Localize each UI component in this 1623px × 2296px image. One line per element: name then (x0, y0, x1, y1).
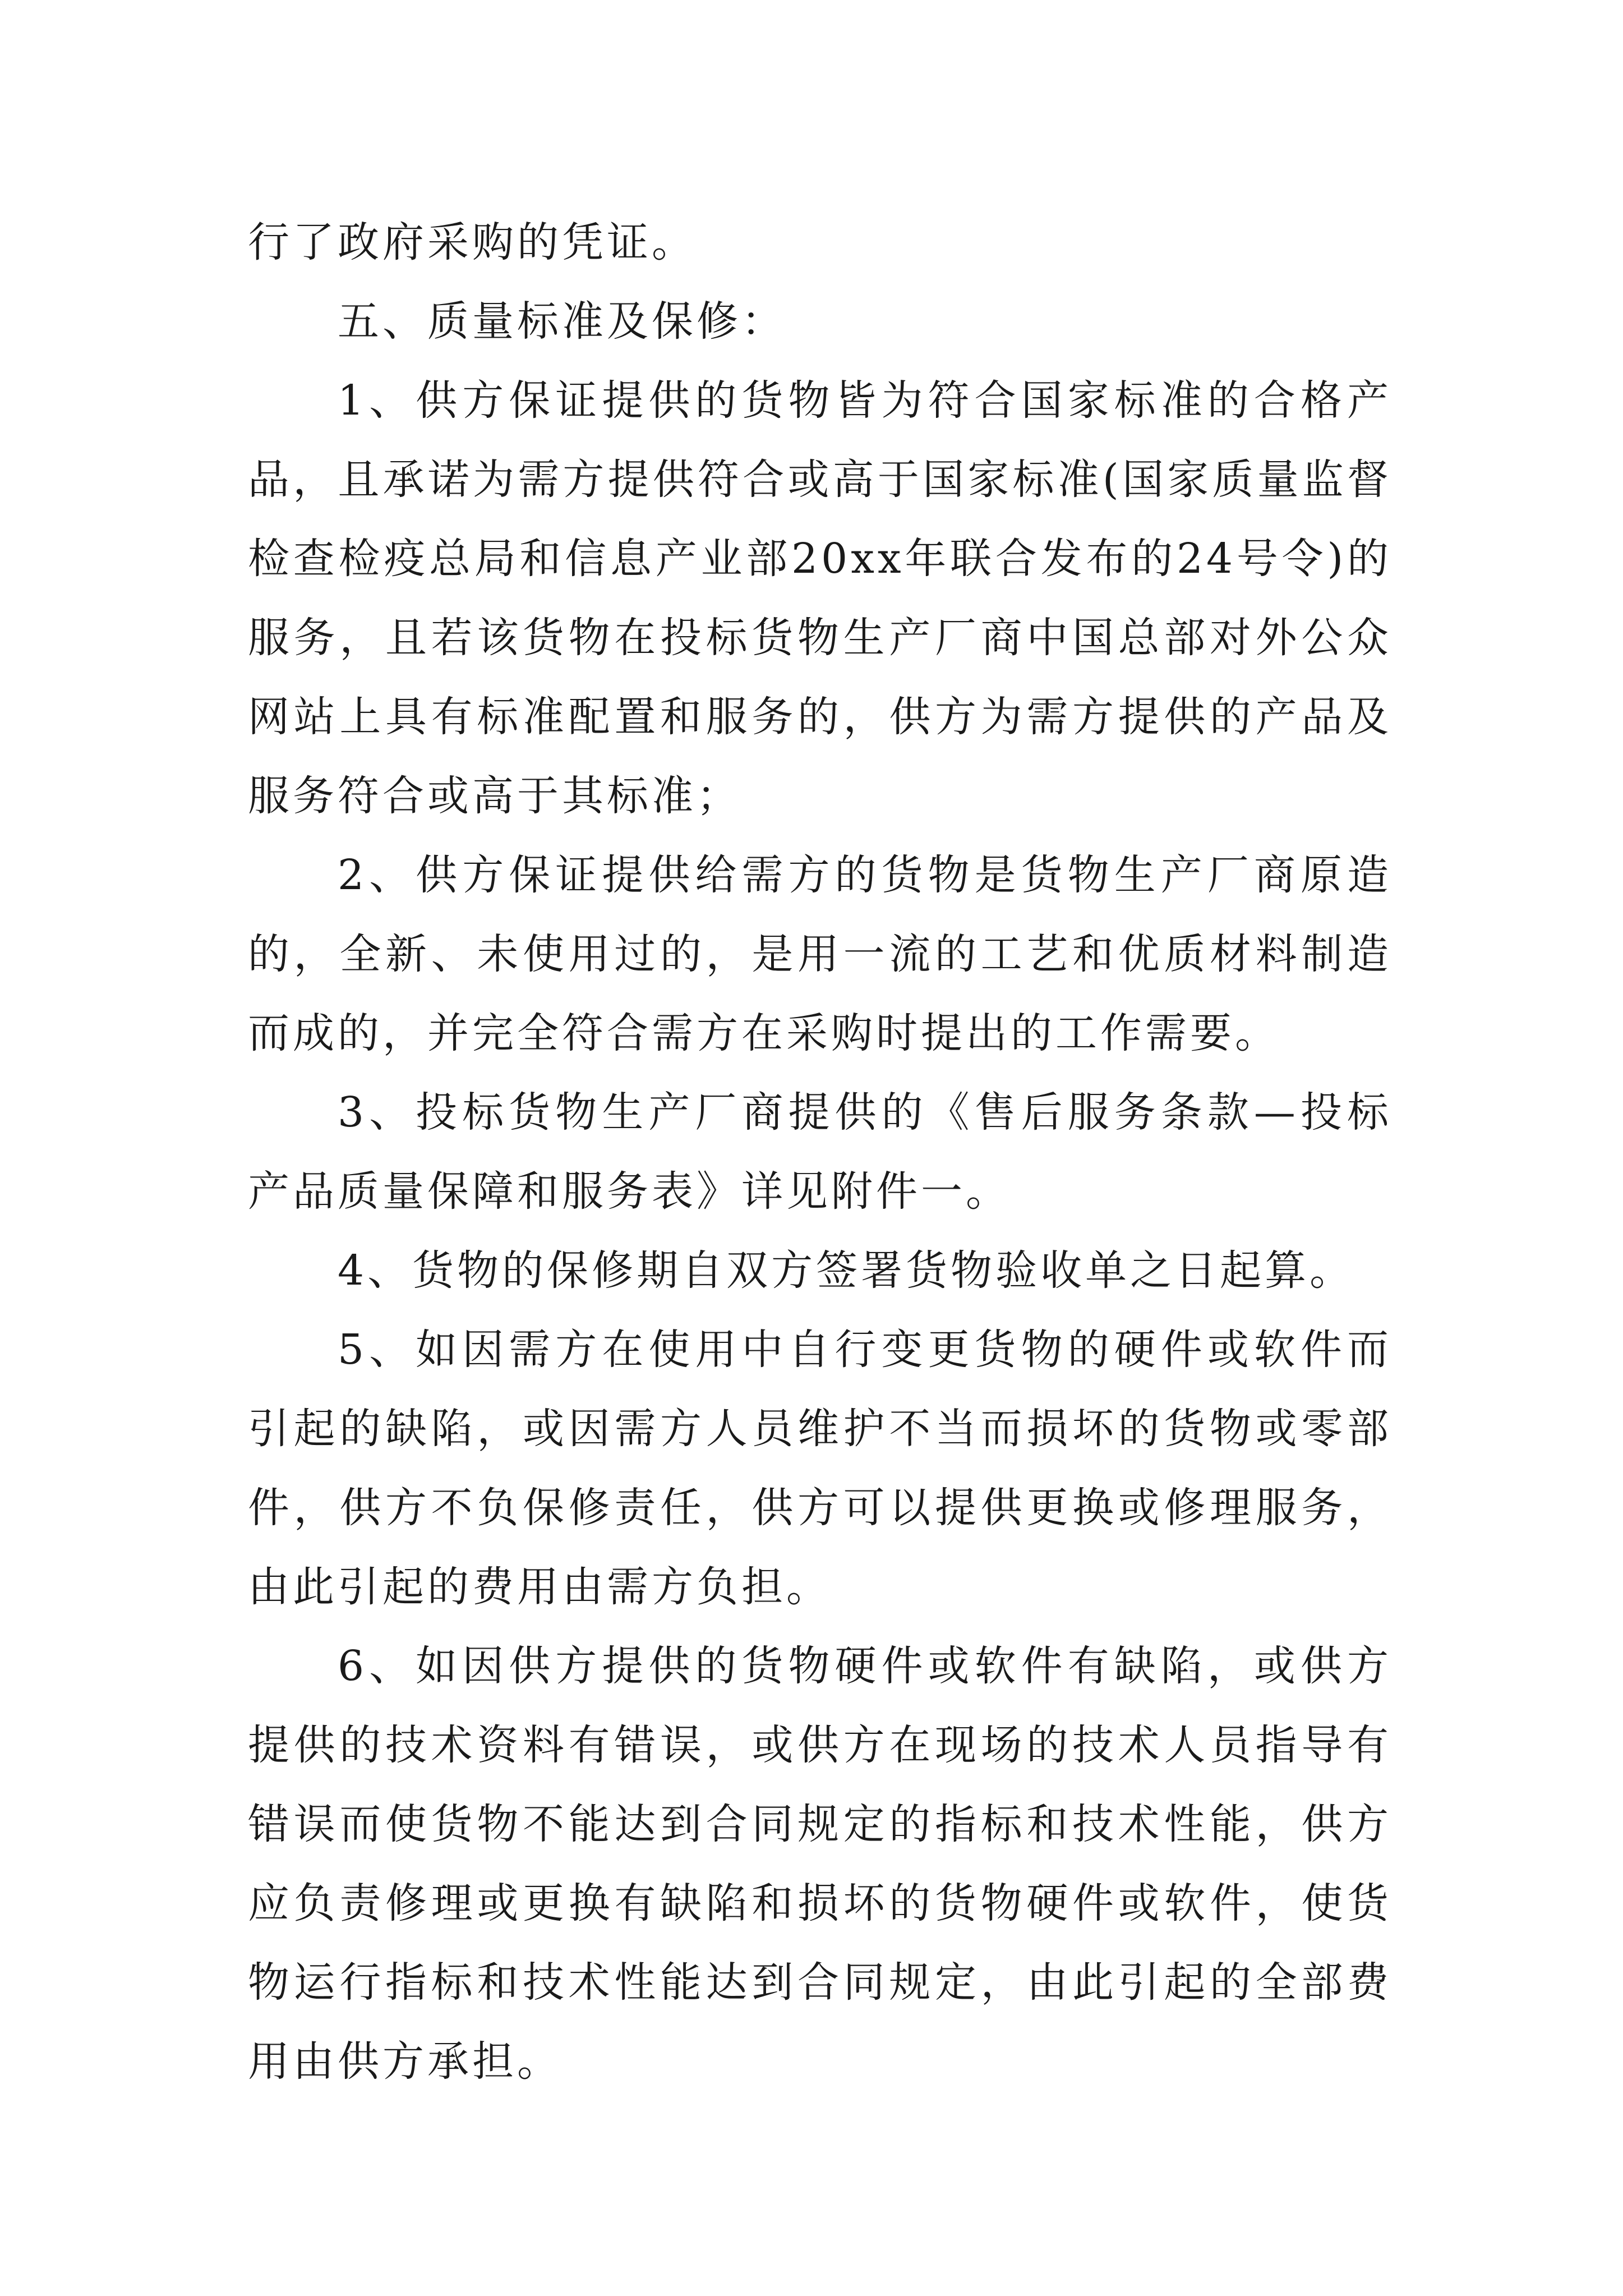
section-heading-quality-warranty: 五、质量标准及保修： (338, 297, 786, 346)
paragraph-clause-4: 4、货物的保修期自双方签署货物验收单之日起算。 (338, 1246, 1355, 1295)
paragraph-clause-5: 5、如因需方在使用中自行变更货物的硬件或软件而引起的缺陷，或因需方人员维护不当而损坏的货物或零部件，供方不负保修责任，供方可以提供更换或修理服务，由此引起的费用由需方负担。 (248, 1326, 1392, 1611)
paragraph-continuation: 行了政府采购的凭证。 (248, 218, 697, 266)
paragraph-clause-2: 2、供方保证提供给需方的货物是货物生产厂商原造的，全新、未使用过的，是用一流的工艺和优质材料制造而成的，并完全符合需方在采购时提出的工作需要。 (248, 851, 1392, 1057)
document-body (248, 203, 1392, 2101)
paragraph-clause-3: 3、投标货物生产厂商提供的《售后服务条款—投标产品质量保障和服务表》详见附件一。 (248, 1088, 1392, 1216)
paragraph-clause-6: 6、如因供方提供的货物硬件或软件有缺陷，或供方提供的技术资料有错误，或供方在现场的技术人员指导有错误而使货物不能达到合同规定的指标和技术性能，供方应负责修理或更换有缺陷和损坏的货物硬件或软件，使货物运行指标和技术性能达到合同规定，由此引起的全部费用由供方承担。 (248, 1642, 1392, 2086)
paragraph-clause-1: 1、供方保证提供的货物皆为符合国家标准的合格产品，且承诺为需方提供符合或高于国家标准(国家质量监督检查检疫总局和信息产业部20xx年联合发布的24号令)的服务，且若该货物在投标货物生产厂商中国总部对外公众网站上具有标准配置和服务的，供方为需方提供的产品及服务符合或高于其标准； (248, 376, 1392, 820)
